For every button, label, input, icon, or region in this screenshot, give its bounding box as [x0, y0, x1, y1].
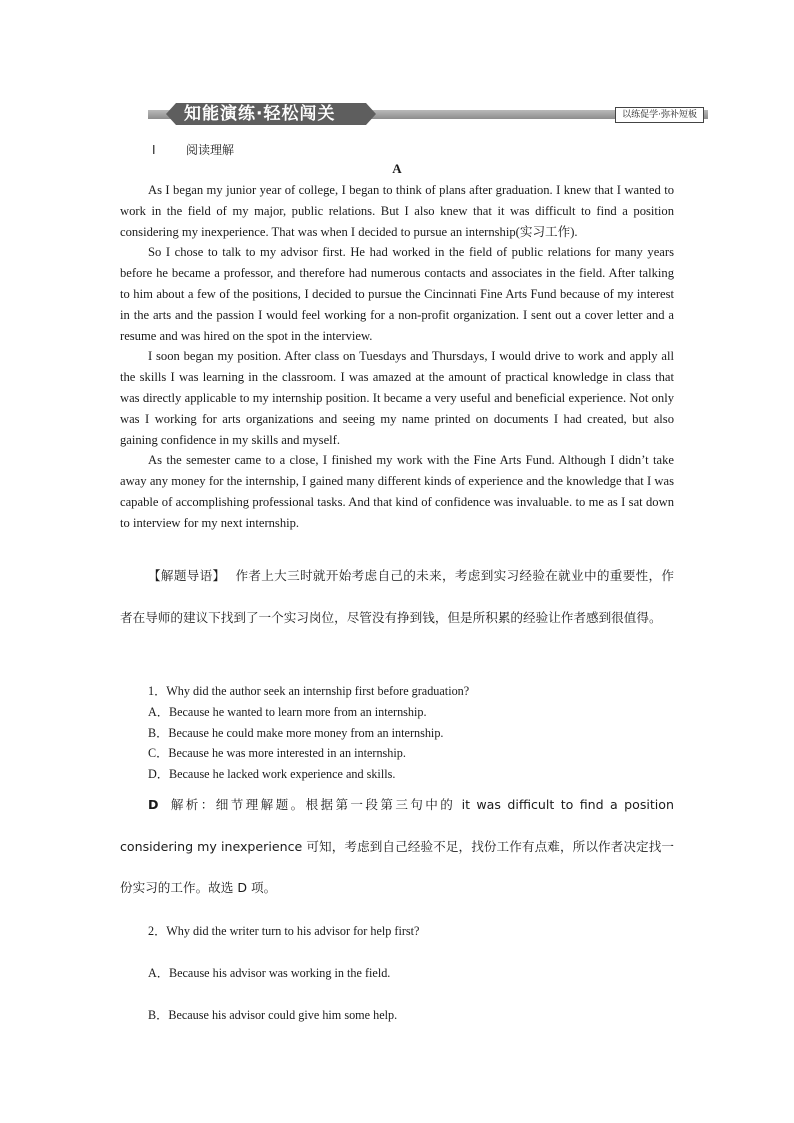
answer-1-block	[120, 784, 674, 909]
question-2-option-b: B．Because his advisor could give him some help.	[148, 1008, 398, 1022]
question-1-option-b: B．Because he could make more money from an internship.	[148, 726, 444, 740]
passage-paragraph-3: I soon began my position. After class on Tuesdays and Thursdays, I would drive to work and apply all the skills I was learning in the classroom. I was amazed at the amount of practical knowledge in class that was directly applicable to my internship position. It became a very useful and beneficial experience. Not only was I working for arts organizations and seeing my name printed on documents I had created, but also gaining confidence in my skills and myself.	[120, 349, 674, 447]
reading-passage	[120, 180, 674, 534]
section-numeral: Ⅰ	[152, 143, 156, 157]
question-1-option-d: D．Because he lacked work experience and skills.	[148, 767, 396, 781]
question-2-stem: 2．Why did the writer turn to his advisor for help first?	[148, 924, 420, 938]
passage-letter: A	[392, 161, 402, 176]
passage-paragraph-2: So I chose to talk to my advisor first. He had worked in the field of public relations for many years before he became a professor, and therefore had numerous contacts and associates in the field. After talking to him about a few of the positions, I decided to pursue the Cincinnati Fine Arts Fund because of my interest in the arts and the passion I would feel working for a non-profit organization. I sent out a cover letter and a resume and was hired on the spot in the interview.	[120, 245, 674, 343]
section-banner	[148, 103, 708, 125]
section-heading	[152, 141, 234, 158]
passage-paragraph-4: As the semester came to a close, I finished my work with the Fine Arts Fund. Although I didn’t take away any money for the internship, I gained many different kinds of experience and the knowledge that I was capable of accomplishing professional tasks. And that kind of confidence was invaluable. to me as I sat down to interview for my next internship.	[120, 453, 674, 530]
passage-paragraph-1: As I began my junior year of college, I began to think of plans after graduation. I knew that I wanted to work in the field of my major, public relations. But I also knew that it was difficult to find a position considering my inexperience. That was when I decided to pursue an internship(实习工作).	[120, 183, 674, 239]
guide-text: 作者上大三时就开始考虑自己的未来，考虑到实习经验在就业中的重要性，作者在导师的建议下找到了一个实习岗位，尽管没有挣到钱，但是所积累的经验让作者感到很值得。	[120, 568, 675, 625]
guide-label: 【解题导语】	[148, 568, 226, 583]
question-1-option-c: C．Because he was more interested in an internship.	[148, 746, 406, 760]
answer-1-letter: D	[148, 797, 159, 812]
question-1-option-a: A．Because he wanted to learn more from an internship.	[148, 705, 427, 719]
answer-1-text: 解析：细节理解题。根据第一段第三句中的 it was difficult to find a position considering my inexperience 可知，考虑到自己经验不足，找份工作有点难，所以作者决定找一份实习的工作。故选 D 项。	[120, 797, 674, 895]
question-2-option-a: A．Because his advisor was working in the field.	[148, 966, 391, 980]
banner-title: 知能演练·轻松闯关	[184, 104, 336, 124]
section-title: 阅读理解	[186, 143, 235, 157]
guide-block	[120, 555, 674, 638]
banner-tag: 以练促学·弥补短板	[615, 107, 704, 123]
question-1-stem: 1．Why did the author seek an internship first before graduation?	[148, 684, 470, 698]
